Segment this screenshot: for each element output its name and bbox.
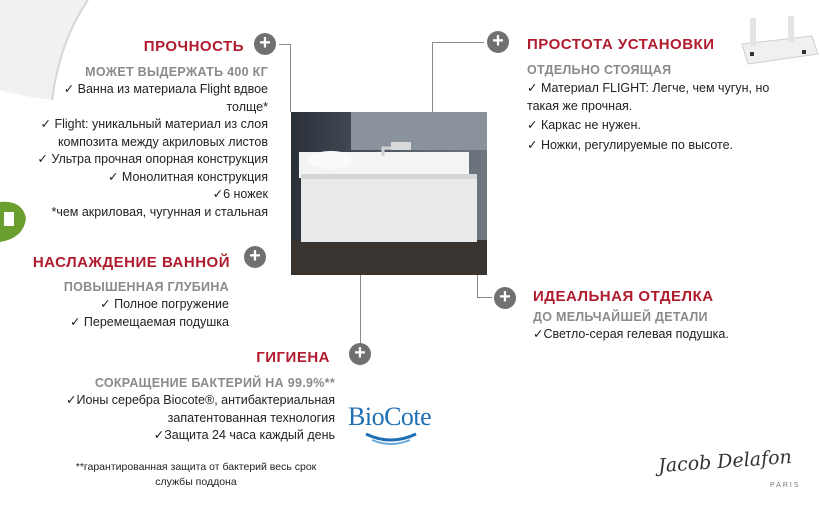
biocote-logo — [348, 402, 434, 462]
hygiene-note-line: службы поддона — [155, 476, 237, 488]
enjoyment-section — [33, 254, 230, 271]
strength-line: толще* — [226, 99, 268, 114]
enjoyment-title: НАСЛАЖДЕНИЕ ВАННОЙ — [32, 254, 230, 271]
installation-line: ✓ Каркас не нужен. — [527, 118, 641, 132]
biocote-swoosh-icon — [348, 430, 434, 450]
installation-connector — [432, 42, 484, 43]
installation-line: ✓ Ножки, регулируемые по высоте. — [527, 137, 734, 152]
enjoyment-line: ✓ Перемещаемая подушка — [69, 314, 229, 329]
strength-footnote: *чем акриловая, чугунная и стальная — [51, 204, 268, 219]
strength-connector-vertical — [290, 44, 291, 112]
hygiene-section — [256, 349, 330, 366]
hygiene-note-line: **гарантированная защита от бактерий весь срок — [75, 461, 317, 473]
strength-line: ✓ Ванна из материала Flight вдвое — [63, 82, 268, 96]
hygiene-connector — [360, 275, 361, 343]
enjoyment-plus-button[interactable]: + — [244, 246, 266, 268]
finish-section — [533, 288, 714, 305]
strength-body — [37, 65, 268, 221]
finish-body — [533, 310, 729, 344]
installation-line: такая же прочная. — [527, 98, 633, 113]
hygiene-title: ГИГИЕНА — [256, 349, 330, 366]
brand-subtitle: PARIS — [770, 482, 801, 489]
installation-section — [527, 36, 715, 53]
finish-plus-button[interactable]: + — [494, 287, 516, 309]
jacob-delafon-logo — [657, 445, 808, 500]
strength-section — [144, 38, 244, 55]
hygiene-line: ✓Защита 24 часа каждый день — [153, 428, 335, 442]
installation-subtitle: ОТДЕЛЬНО СТОЯЩАЯ — [527, 63, 672, 77]
brand-signature: Jacob Delafon — [657, 445, 793, 478]
finish-line: ✓Светло-серая гелевая подушка. — [533, 327, 729, 341]
hygiene-line: запатентованная технология — [167, 410, 335, 425]
strength-line: композита между акриловых листов — [57, 134, 268, 149]
installation-body — [527, 63, 769, 154]
installation-title: ПРОСТОТА УСТАНОВКИ — [527, 36, 715, 53]
installation-plus-button[interactable]: + — [487, 31, 509, 53]
finish-title: ИДЕАЛЬНАЯ ОТДЕЛКА — [533, 288, 714, 305]
installation-line: ✓ Материал FLIGHT: Легче, чем чугун, но — [527, 81, 770, 95]
bath-photo — [291, 112, 487, 275]
strength-line: ✓ Ультра прочная опорная конструкция — [37, 152, 268, 166]
installation-connector-vertical — [432, 42, 433, 112]
hygiene-note — [56, 460, 336, 490]
enjoyment-subtitle: ПОВЫШЕННАЯ ГЛУБИНА — [63, 280, 229, 294]
hygiene-plus-button[interactable]: + — [349, 343, 371, 365]
finish-connector-vertical — [477, 275, 478, 297]
strength-line: ✓6 ножек — [212, 187, 268, 201]
enjoyment-body — [64, 280, 229, 331]
hygiene-subtitle: СОКРАЩЕНИЕ БАКТЕРИЙ НА 99.9%** — [94, 376, 335, 390]
strength-subtitle: МОЖЕТ ВЫДЕРЖАТЬ 400 КГ — [85, 65, 268, 79]
enjoyment-line: ✓ Полное погружение — [100, 297, 229, 311]
biocote-logo-text: BioCote — [348, 402, 432, 431]
strength-line: ✓ Flight: уникальный материал из слоя — [40, 117, 268, 131]
finish-connector — [477, 297, 492, 298]
hygiene-body — [66, 376, 335, 445]
strength-plus-button[interactable]: + — [254, 33, 276, 55]
hygiene-line: ✓Ионы серебра Biocote®, антибактериальная — [66, 393, 335, 407]
strength-line: ✓ Монолитная конструкция — [107, 169, 268, 184]
green-accessory-icon — [0, 198, 30, 246]
strength-title: ПРОЧНОСТЬ — [143, 38, 244, 55]
finish-subtitle: ДО МЕЛЬЧАЙШЕЙ ДЕТАЛИ — [533, 310, 708, 324]
